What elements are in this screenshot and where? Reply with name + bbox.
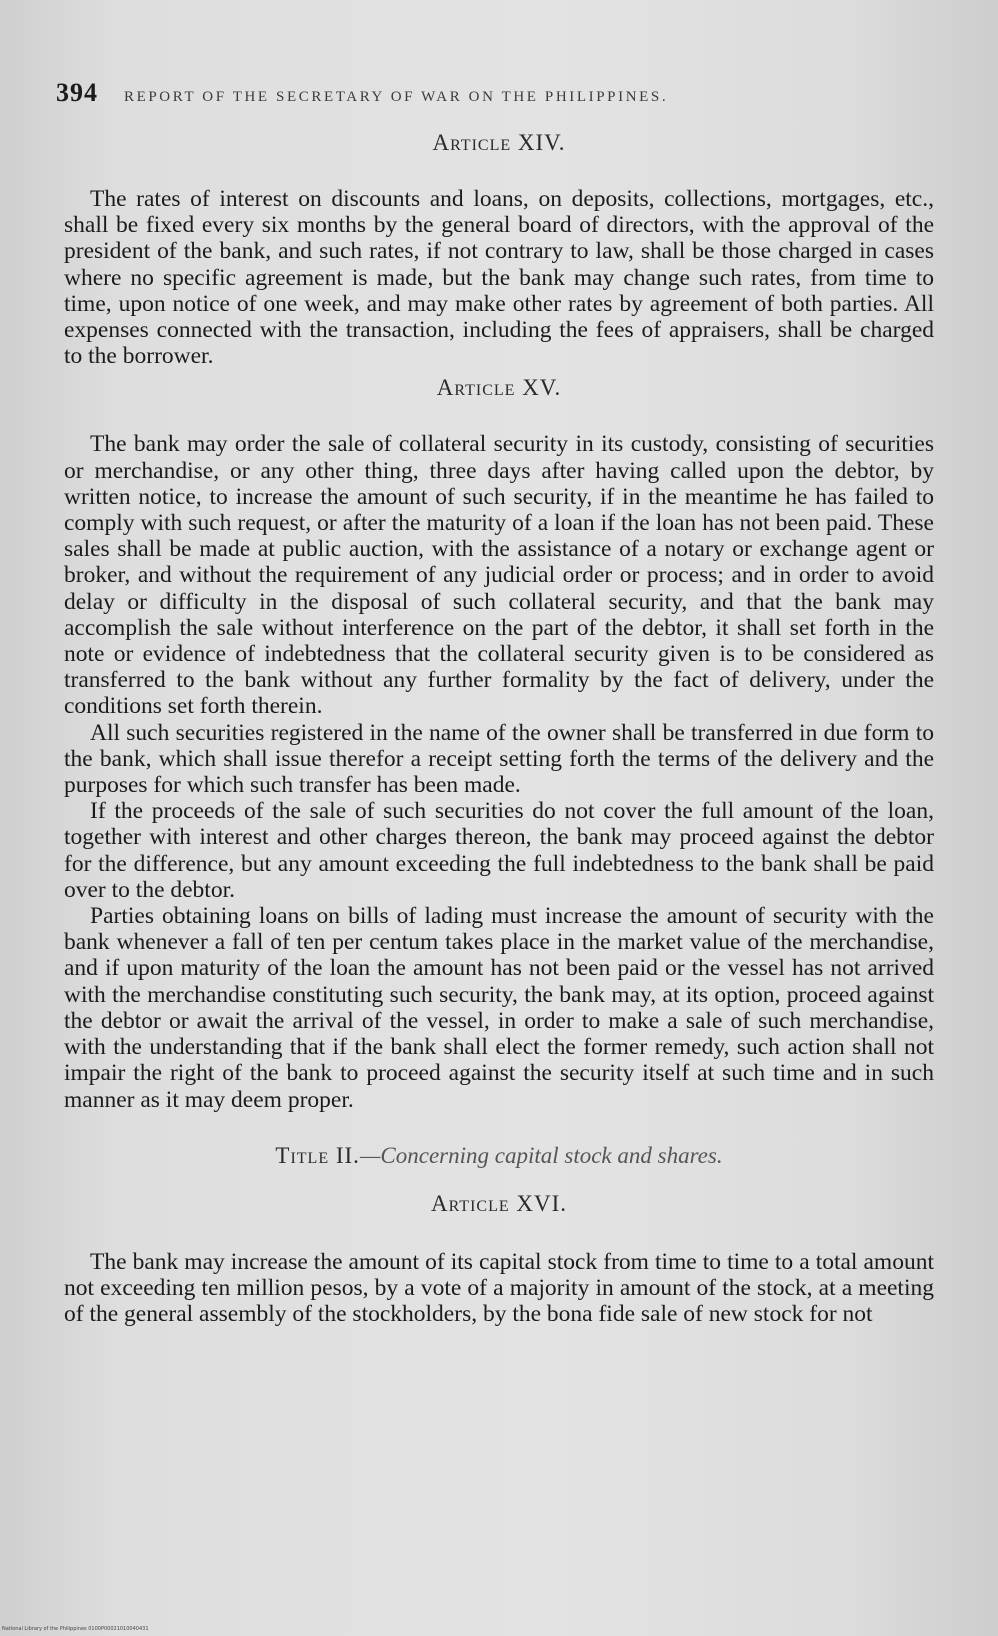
article-xvi-heading: Article XVI. [430,1190,568,1216]
title-ii-subtitle: —Concerning capital stock and shares. [359,1142,723,1168]
running-head [56,78,934,108]
article-xv-body [64,431,934,1112]
article-xvi-paragraph: The bank may increase the amount of its capital stock from time to time to a total amount not exceeding ten million pesos, by a vote of a majority in amount of the stock, at a meeting of the general assembly of the stockholders, by the bona fide sale of new stock for not [64,1248,934,1328]
article-xv-paragraph-3: If the proceeds of the sale of such securities do not cover the full amount of the loan, together with interest and other charges thereon, the bank may proceed against the debtor for the difference, but any amount exceeding the full indebtedness to the bank shall be paid over to the debtor. [64,798,934,903]
article-xv-paragraph-4: Parties obtaining loans on bills of lading must increase the amount of security with the bank whenever a fall of ten per centum takes place in the market value of the merchandise, and if upon maturity of the loan the amount has not been paid or the vessel has not arrived with the merchandise constituting such security, the bank may, at its option, proceed against the debtor or await the arrival of the vessel, in order to make a sale of such merchandise, with the understanding that if the bank shall elect the former remedy, such action shall not impair the right of the bank to proceed against the security itself at such time and in such manner as it may deem proper. [64,903,934,1113]
article-xiv-heading: Article XIV. [432,130,566,155]
footer-credit: National Library of the Philippines 0100P00021010040431 [2,1626,149,1632]
article-xvi-body [64,1249,934,1328]
page-content [56,78,934,1333]
title-ii-heading [64,1143,934,1169]
running-title: REPORT OF THE SECRETARY OF WAR ON THE PHILIPPINES. [124,89,669,105]
article-xiv-paragraph: The rates of interest on discounts and loans, on deposits, collections, mortgages, etc., shall be fixed every six months by the general board of directors, with the approval of the president of the bank, and such rates, if not contrary to law, shall be those charged in cases where no specific agreement is made, but the bank may change such rates, from time to time, upon notice of one week, and may make other rates by agreement of both parties. All expenses connected with the transaction, including the fees of appraisers, shall be charged to the borrower. [64,186,934,370]
article-xv-paragraph-2: All such securities registered in the name of the owner shall be transferred in due form to the bank, which shall issue therefor a receipt setting forth the terms of the delivery and the purposes for which such transfer has been made. [64,719,934,799]
page-number: 394 [56,78,98,107]
article-xv-heading: Article XV. [436,375,562,401]
article-xv-paragraph-1: The bank may order the sale of collateral security in its custody, consisting of securities or merchandise, or any other thing, three days after having called upon the debtor, by written notice, to increase the amount of such security, if in the meantime he has failed to comply with such request, or after the maturity of a loan if the loan has not been paid. These sales shall be made at public auction, with the assistance of a notary or exchange agent or broker, and without the requirement of any judicial order or process; and in order to avoid delay or difficulty in the disposal of such collateral security, and that the bank may accomplish the sale without interference on the part of the debtor, it shall set forth in the note or evidence of indebtedness that the collateral security given is to be considered as transferred to the bank without any further formality by the fact of delivery, under the conditions set forth therein. [64,431,934,720]
article-xiv-body [64,186,934,369]
title-ii-label: Title II. [275,1142,360,1168]
